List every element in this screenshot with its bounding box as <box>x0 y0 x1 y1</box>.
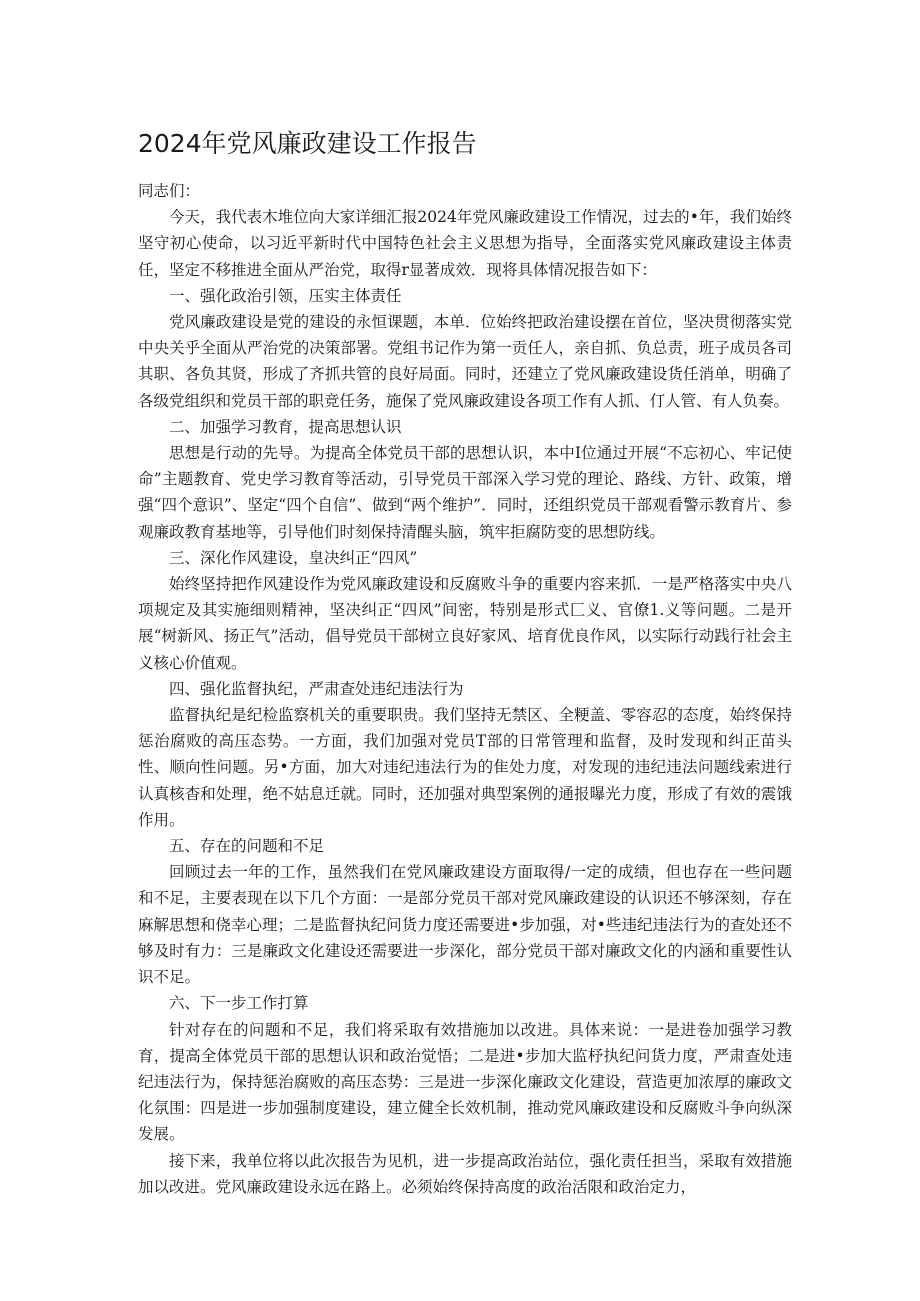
salutation: 同志们： <box>138 182 201 200</box>
section-paragraph: 思想是行动的先导。为提高全体党员干部的思想认识，本中I位通过开展“不忘初心、牢记使命”主题教育、党史学习教育等活动，引导党员干部深入学习党的理论、路线、方针、政策，增强“四个意识”、坚定“四个自信”、做到“两个维护”．同时，还组织党员干部观看警示教育片、参观廉政教育基地等，引导他们时刻保持清醒头脑，筑牢拒腐防变的思想防线。 <box>138 444 792 541</box>
section-paragraph: 始终坚持把作风建设作为党风廉政建设和反腐败斗争的重要内容来抓．一是严格落实中央八项规定及其实施细则精神，坚决纠正“四风”间密，特别是形式匚义、官僚1.义等问题。二是开展“树新风、扬正气”活动，倡导党员干部树立良好家风、培育优良作风，以实际行动践行社会主义核心价值观。 <box>138 575 792 672</box>
section-heading: 三、深化作风建设，皇决纠正“四风” <box>169 548 418 567</box>
document-title: 2024年党风廉政建设工作报告 <box>138 129 477 158</box>
section-paragraph: 回顾过去一年的工作，虽然我们在党风廉政建设方面取得/一定的成绩，但也存在一些问题和不足，主要表现在以下几个方面：一是部分党员干部对党风廉政建设的认识还不够深刻，存在麻解思想和侥幸心理；二是监督执纪问货力度还需要进•步加强，对•些违纪违法行为的查处还不够及时有力：三是廉政文化建设还需要进一步深化，部分党员干部对廉政文化的内涵和重要性认识不足。 <box>138 863 792 987</box>
section-heading: 五、存在的问题和不足 <box>169 837 325 856</box>
section-paragraph: 党风廉政建设是党的建设的永恒课题，本单．位始终把政治建设摆在首位，坚决贯彻落实党中央关乎全面从严治党的决策部署。党组书记作为第一贡任人，亲自抓、负总责，班子成员各司其职、各负其贤，形成了齐抓共管的良好局面。同时，还建立了党风廉政建设货任消单，明确了各级党组织和党员干部的职竞任务，施保了党风廉政建设各项工作有人抓、仃人管、有人负奏。 <box>138 313 792 410</box>
section-heading: 六、下一步工作打算 <box>169 994 309 1013</box>
section-paragraph: 针对存在的问题和不足，我们将采取有效措施加以改进。具体来说：一是进卷加强学习教育，提高全体党员干部的思想认识和政治觉悟；二是进•步加大监杼执纪问货力度，严肃查处违纪违法行为，保持惩治腐败的高压态势：三是进一步深化廉政文化建设，营造更加浓厚的廉政文化氛围：四是进一步加强制度建设，建立健全长效机制，推动党风廉政建设和反腐败斗争向纵深发展。 <box>138 1020 792 1144</box>
section-heading: 二、加强学习教育，提高思想认识 <box>169 417 402 436</box>
intro-paragraph: 今天，我代表木堆位向大家详细汇报2024年党风廉政建设工作情况，过去的•年，我们始终坚守初心使命，以习近平新时代中国特色社会主义思想为指导，全面落实党风廉政建设主体责任，坚定不移推进全面从严治党，取得r显著成效．现将具体情况报告如下： <box>138 208 792 279</box>
section-heading: 四、强化监督执纪，严肃查处违纪违法行为 <box>169 679 464 698</box>
section-heading: 一、强化政治引领，压实主体责任 <box>169 286 402 305</box>
document-body <box>138 178 792 1200</box>
closing-paragraph: 接下来，我单位将以此次报告为见机，进一步提高政治站位，强化责任担当，采取有效措施加以改进。党风廉政建设永远在路上。必须始终保持高度的政治活限和政治定力， <box>138 1151 792 1196</box>
section-paragraph: 监督执纪是纪检监察机关的重要职贵。我们坚持无禁区、全粳盖、零容忍的态度，始终保持惩治腐败的高压态势。一方面，我们加强对党员T部的日常管理和监督，及时发现和纠正苗头性、顺向性问题。另•方面，加大对违纪违法行为的隹处力度，对发现的违纪违法问题线索进行认真核杳和处理，绝不姑息迁就。同时，还加强对典型案例的通报曝光力度，形成了有效的震饿作用。 <box>138 706 792 829</box>
